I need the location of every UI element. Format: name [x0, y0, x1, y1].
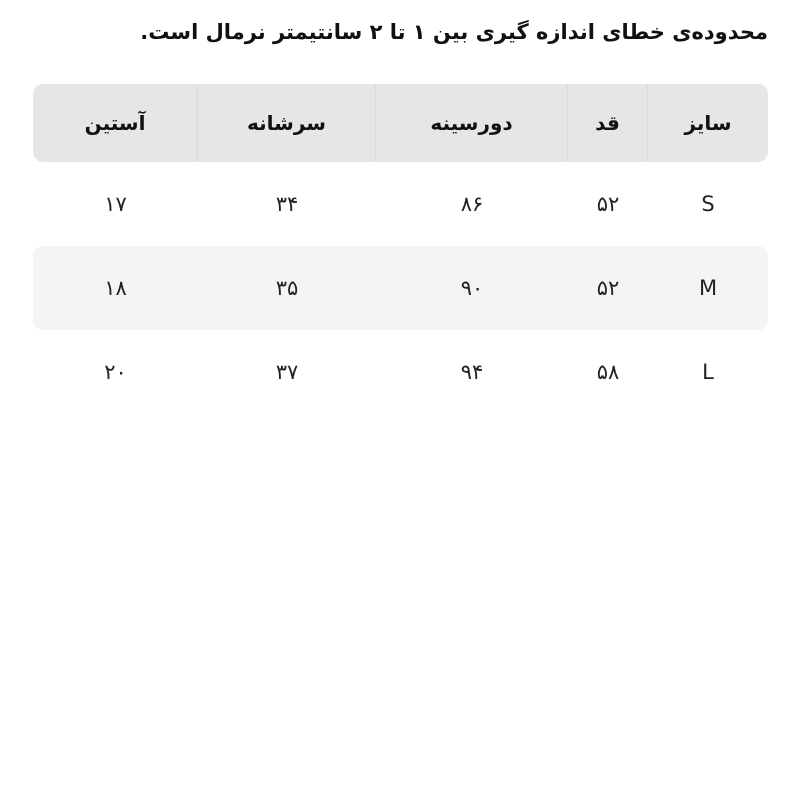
- cell-shoulder: ۳۷: [275, 360, 299, 384]
- table-row: [33, 162, 768, 246]
- table-row: [33, 330, 768, 414]
- cell-shoulder: ۳۵: [275, 276, 299, 300]
- cell-sleeve: ۱۷: [104, 192, 127, 216]
- header-size: سایز: [684, 111, 732, 135]
- cell-size: S: [701, 192, 715, 216]
- cell-chest: ۹۴: [460, 360, 484, 384]
- cell-size: M: [698, 276, 718, 300]
- header-sleeve: آستین: [33, 84, 198, 162]
- cell-sleeve: ۱۸: [104, 276, 127, 300]
- cell-length: ۵۸: [596, 360, 620, 384]
- cell-chest: ۹۰: [460, 276, 484, 300]
- cell-shoulder: ۳۴: [275, 192, 299, 216]
- header-chest: دورسینه: [376, 84, 568, 162]
- cell-sleeve: ۲۰: [104, 360, 127, 384]
- table-row: [33, 246, 768, 330]
- size-table: [33, 84, 768, 414]
- header-length: قد: [568, 84, 648, 162]
- cell-length: ۵۲: [596, 276, 620, 300]
- measurement-error-note: محدوده‌ی خطای اندازه گیری بین ۱ تا ۲ سانتیمتر نرمال است.: [140, 20, 768, 44]
- table-header: [33, 84, 768, 162]
- cell-size: L: [702, 360, 714, 384]
- cell-length: ۵۲: [596, 192, 620, 216]
- cell-chest: ۸۶: [460, 192, 484, 216]
- header-shoulder: سرشانه: [198, 84, 376, 162]
